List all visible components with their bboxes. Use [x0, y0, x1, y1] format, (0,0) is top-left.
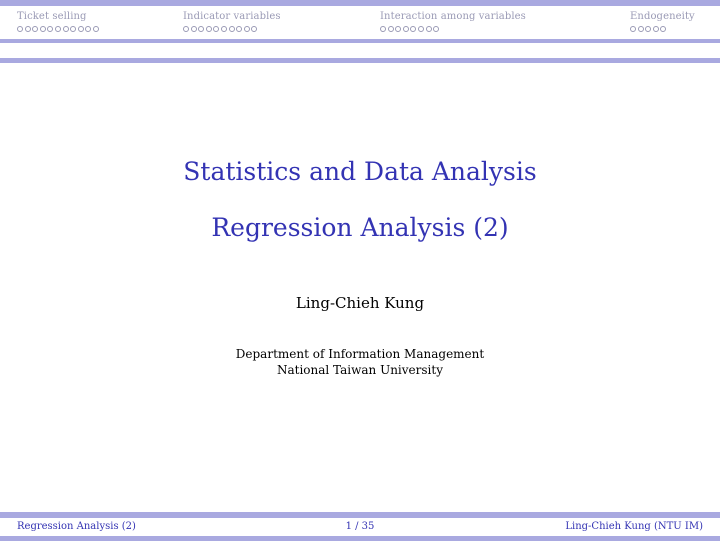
institution	[0, 346, 720, 378]
nav-frame-dot[interactable]	[93, 26, 99, 32]
nav-section-interaction[interactable]: Interaction among variables	[380, 11, 526, 22]
nav-frame-dot[interactable]	[40, 26, 46, 32]
nav-frame-dot[interactable]	[660, 26, 666, 32]
footer-author: Ling-Chieh Kung (NTU IM)	[565, 521, 703, 532]
nav-frame-dot[interactable]	[380, 26, 386, 32]
nav-divider	[0, 39, 720, 43]
nav-dots-ticket-selling[interactable]	[17, 26, 99, 32]
nav-dots-indicator-variables[interactable]	[183, 26, 257, 32]
nav-frame-dot[interactable]	[388, 26, 394, 32]
nav-frame-dot[interactable]	[236, 26, 242, 32]
nav-frame-dot[interactable]	[25, 26, 31, 32]
nav-frame-dot[interactable]	[410, 26, 416, 32]
nav-dots-endogeneity[interactable]	[630, 26, 666, 32]
nav-frame-dot[interactable]	[213, 26, 219, 32]
footer-bar	[0, 518, 720, 541]
nav-frame-dot[interactable]	[191, 26, 197, 32]
university-name: National Taiwan University	[276, 363, 443, 377]
navigation-bar	[0, 0, 720, 43]
nav-frame-dot[interactable]	[630, 26, 636, 32]
nav-section-endogeneity[interactable]: Endogeneity	[630, 11, 695, 22]
nav-frame-dot[interactable]	[645, 26, 651, 32]
nav-frame-dot[interactable]	[426, 26, 432, 32]
nav-frame-dot[interactable]	[198, 26, 204, 32]
nav-frame-dot[interactable]	[653, 26, 659, 32]
nav-frame-dot[interactable]	[244, 26, 250, 32]
author-name: Ling-Chieh Kung	[295, 294, 425, 312]
nav-section-indicator-variables[interactable]: Indicator variables	[183, 11, 281, 22]
nav-frame-dot[interactable]	[251, 26, 257, 32]
header-divider	[0, 58, 720, 63]
nav-frame-dot[interactable]	[418, 26, 424, 32]
footer-bottom-stripe	[0, 536, 720, 541]
nav-frame-dot[interactable]	[78, 26, 84, 32]
nav-frame-dot[interactable]	[433, 26, 439, 32]
slide-title: Statistics and Data Analysis	[183, 157, 537, 186]
nav-frame-dot[interactable]	[85, 26, 91, 32]
nav-frame-dot[interactable]	[55, 26, 61, 32]
nav-section-ticket-selling[interactable]: Ticket selling	[17, 11, 87, 22]
nav-frame-dot[interactable]	[17, 26, 23, 32]
slide-subtitle: Regression Analysis (2)	[211, 213, 509, 242]
nav-frame-dot[interactable]	[32, 26, 38, 32]
title-block	[0, 150, 720, 250]
nav-dots-interaction[interactable]	[380, 26, 439, 32]
nav-frame-dot[interactable]	[63, 26, 69, 32]
nav-frame-dot[interactable]	[47, 26, 53, 32]
footer-short-title: Regression Analysis (2)	[17, 521, 136, 532]
nav-frame-dot[interactable]	[395, 26, 401, 32]
nav-frame-dot[interactable]	[229, 26, 235, 32]
department-name: Department of Information Management	[235, 347, 485, 361]
nav-frame-dot[interactable]	[183, 26, 189, 32]
nav-frame-dot[interactable]	[206, 26, 212, 32]
nav-frame-dot[interactable]	[403, 26, 409, 32]
nav-frame-dot[interactable]	[221, 26, 227, 32]
nav-frame-dot[interactable]	[70, 26, 76, 32]
footer-page-number: 1 / 35	[345, 521, 375, 532]
nav-stripe	[0, 0, 720, 6]
nav-frame-dot[interactable]	[638, 26, 644, 32]
